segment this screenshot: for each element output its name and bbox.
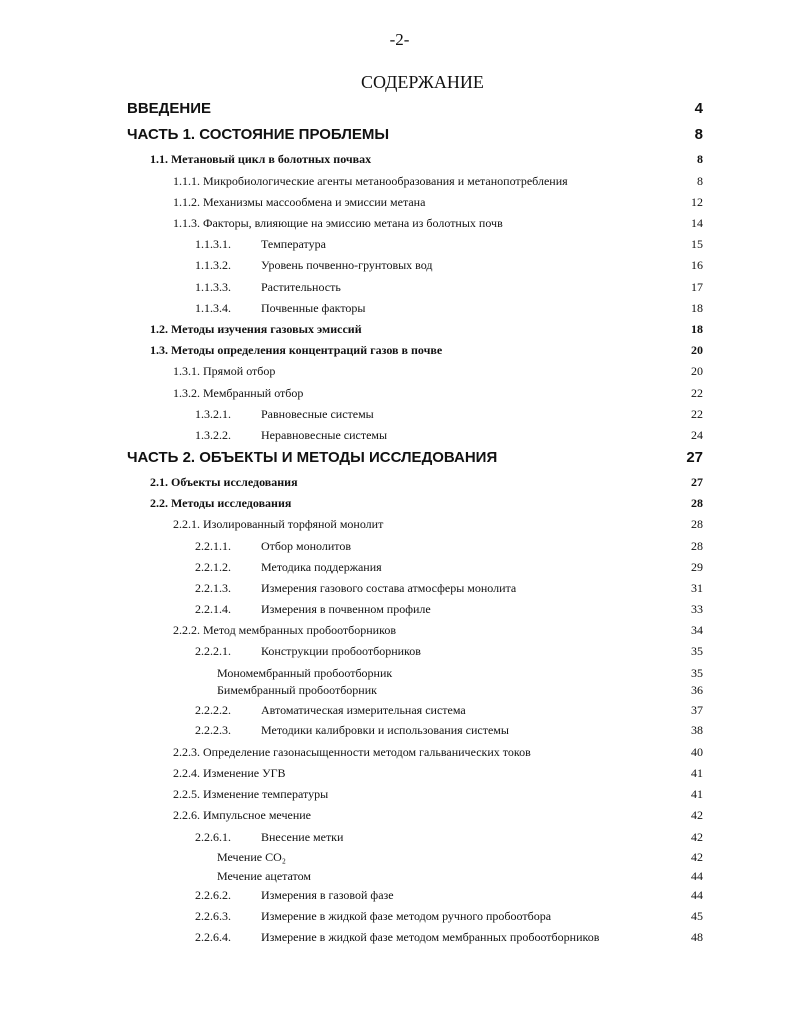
toc-entry xyxy=(0,449,799,469)
toc-entry-page: 18 xyxy=(691,301,703,315)
toc-entry-page: 8 xyxy=(697,152,703,166)
toc-entry-page: 22 xyxy=(691,386,703,400)
toc-entry-title: 2.2.3. Определение газонасыщенности методом гальванических токов xyxy=(173,745,531,759)
toc-entry-title: 2.2.6. Импульсное мечение xyxy=(173,808,311,822)
toc-entry xyxy=(0,428,799,448)
toc-entry-page: 16 xyxy=(691,258,703,272)
toc-entry xyxy=(0,539,799,559)
toc-entry xyxy=(0,930,799,950)
toc-entry-number: 2.2.1.2. xyxy=(195,560,231,574)
toc-entry-title: Уровень почвенно-грунтовых вод xyxy=(261,258,433,272)
toc-entry-page: 15 xyxy=(691,237,703,251)
toc-entry-title: 2.2.5. Изменение температуры xyxy=(173,787,329,801)
toc-entry xyxy=(0,745,799,765)
toc-entry xyxy=(0,258,799,278)
toc-entry-title: 2.2.1. Изолированный торфяной монолит xyxy=(173,517,384,531)
toc-entry-number: 2.2.2.1. xyxy=(195,644,231,658)
toc-entry-page: 20 xyxy=(691,364,703,378)
toc-entry xyxy=(0,100,799,120)
toc-entry-title: 1.2. Методы изучения газовых эмиссий xyxy=(150,322,362,336)
toc-entry-page: 33 xyxy=(691,602,703,616)
toc-entry-title: ЧАСТЬ 2. ОБЪЕКТЫ И МЕТОДЫ ИССЛЕДОВАНИЯ xyxy=(127,449,498,466)
toc-entry-title: 2.2. Методы исследования xyxy=(150,496,292,510)
toc-entry-number: 2.2.1.4. xyxy=(195,602,231,616)
toc-entry-page: 44 xyxy=(691,888,703,902)
toc-entry-title: 1.3.2. Мембранный отбор xyxy=(173,386,304,400)
toc-entry-number: 1.1.3.3. xyxy=(195,280,231,294)
toc-entry-page: 42 xyxy=(691,850,703,864)
toc-entry xyxy=(0,301,799,321)
toc-entry xyxy=(0,581,799,601)
toc-entry-page: 8 xyxy=(697,174,703,188)
toc-entry-title: ВВЕДЕНИЕ xyxy=(127,100,211,117)
toc-entry-number: 1.1.3.4. xyxy=(195,301,231,315)
toc-entry xyxy=(0,216,799,236)
toc-entry xyxy=(0,475,799,495)
toc-entry xyxy=(0,343,799,363)
toc-entry xyxy=(0,602,799,622)
toc-entry xyxy=(0,623,799,643)
toc-entry-title: 1.1. Метановый цикл в болотных почвах xyxy=(150,152,372,166)
toc-entry xyxy=(0,830,799,850)
toc-entry-number: 2.2.2.3. xyxy=(195,723,231,737)
toc-entry xyxy=(0,174,799,194)
toc-entry xyxy=(0,126,799,146)
toc-entry-page: 41 xyxy=(691,787,703,801)
toc-entry-page: 24 xyxy=(691,428,703,442)
toc-entry-page: 35 xyxy=(691,644,703,658)
toc-entry-page: 42 xyxy=(691,808,703,822)
toc-entry-title: Температура xyxy=(261,237,326,251)
toc-entry xyxy=(0,407,799,427)
toc-entry-page: 4 xyxy=(694,100,703,117)
toc-entry-number: 2.2.6.3. xyxy=(195,909,231,923)
toc-entry-title: 1.3. Методы определения концентраций газов в почве xyxy=(150,343,443,357)
toc-entry-page: 28 xyxy=(691,517,703,531)
toc-entry-title: Измерения в почвенном профиле xyxy=(261,602,431,616)
toc-entry-page: 31 xyxy=(691,581,703,595)
toc-entry-title: Равновесные системы xyxy=(261,407,374,421)
toc-entry-page: 36 xyxy=(691,683,703,697)
toc-title: СОДЕРЖАНИЕ xyxy=(361,72,484,92)
toc-entry-title: Мечение ацетатом xyxy=(217,869,312,883)
toc-entry xyxy=(0,888,799,908)
page-number xyxy=(0,30,799,50)
toc-entry-title: Конструкции пробоотборников xyxy=(261,644,421,658)
toc-entry-page: 28 xyxy=(691,496,703,510)
toc-entry-title: Измерение в жидкой фазе методом мембранных пробоотборников xyxy=(261,930,600,944)
toc-entry-number: 2.2.6.1. xyxy=(195,830,231,844)
page-number-text: -2- xyxy=(389,30,410,49)
toc-entry-page: 22 xyxy=(691,407,703,421)
toc-entry-page: 20 xyxy=(691,343,703,357)
toc-entry xyxy=(0,683,799,703)
toc-entry-page: 48 xyxy=(691,930,703,944)
toc-entry xyxy=(0,909,799,929)
toc-entry-title: Растительность xyxy=(261,280,341,294)
toc-entry-title: Мономембранный пробоотборник xyxy=(217,666,393,680)
toc-entry xyxy=(0,560,799,580)
toc-entry-page: 14 xyxy=(691,216,703,230)
toc-entry-number: 2.2.1.1. xyxy=(195,539,231,553)
toc-entry-page: 29 xyxy=(691,560,703,574)
toc-entry-page: 40 xyxy=(691,745,703,759)
toc-entry-page: 12 xyxy=(691,195,703,209)
toc-entry-page: 34 xyxy=(691,623,703,637)
toc-entry xyxy=(0,723,799,743)
toc-entry-title: Почвенные факторы xyxy=(261,301,366,315)
toc-entry xyxy=(0,152,799,172)
toc-entry xyxy=(0,808,799,828)
toc-entry-number: 2.2.2.2. xyxy=(195,703,231,717)
toc-entry-title: ЧАСТЬ 1. СОСТОЯНИЕ ПРОБЛЕМЫ xyxy=(127,126,390,143)
toc-entry-number: 2.2.1.3. xyxy=(195,581,231,595)
toc-entry-title: Методика поддержания xyxy=(261,560,382,574)
toc-entry-page: 45 xyxy=(691,909,703,923)
toc-entry-title: Методики калибровки и использования системы xyxy=(261,723,509,737)
toc-entry-number: 2.2.6.4. xyxy=(195,930,231,944)
toc-entry-title: 2.2.2. Метод мембранных пробоотборников xyxy=(173,623,396,637)
toc-entry xyxy=(0,517,799,537)
toc-entry-title: 2.1. Объекты исследования xyxy=(150,475,298,489)
toc-entry xyxy=(0,237,799,257)
toc-entry-page: 42 xyxy=(691,830,703,844)
toc-entry xyxy=(0,703,799,723)
toc-entry xyxy=(0,386,799,406)
toc-entry-number: 1.3.2.1. xyxy=(195,407,231,421)
toc-entry xyxy=(0,322,799,342)
toc-entry-title: Внесение метки xyxy=(261,830,344,844)
toc-entry-title: 2.2.4. Изменение УГВ xyxy=(173,766,286,780)
toc-entry xyxy=(0,496,799,516)
toc-entry-page: 38 xyxy=(691,723,703,737)
toc-entry-title: Отбор монолитов xyxy=(261,539,352,553)
toc-entry-page: 37 xyxy=(691,703,703,717)
toc-entry-page: 27 xyxy=(691,475,703,489)
toc-entry xyxy=(0,364,799,384)
toc-entry-number: 2.2.6.2. xyxy=(195,888,231,902)
toc-entry-page: 28 xyxy=(691,539,703,553)
toc-entry xyxy=(0,869,799,889)
toc-entry-title: Измерения газового состава атмосферы монолита xyxy=(261,581,517,595)
toc-entry xyxy=(0,644,799,664)
toc-entry-title: 1.1.2. Механизмы массообмена и эмиссии метана xyxy=(173,195,426,209)
toc-entry-title: 1.3.1. Прямой отбор xyxy=(173,364,276,378)
toc-entry-number: 1.1.3.1. xyxy=(195,237,231,251)
toc-entry-number: 1.1.3.2. xyxy=(195,258,231,272)
toc-entry-page: 17 xyxy=(691,280,703,294)
toc-entry-page: 41 xyxy=(691,766,703,780)
toc-entry-title: Измерения в газовой фазе xyxy=(261,888,394,902)
toc-entry-title: Неравновесные системы xyxy=(261,428,388,442)
toc-entry-number: 1.3.2.2. xyxy=(195,428,231,442)
toc-entry-page: 44 xyxy=(691,869,703,883)
toc-entry-title: 1.1.1. Микробиологические агенты метанообразования и метанопотребления xyxy=(173,174,568,188)
toc-entry-title: 1.1.3. Факторы, влияющие на эмиссию метана из болотных почв xyxy=(173,216,503,230)
toc-entry-page: 27 xyxy=(686,449,703,466)
toc-entry xyxy=(0,280,799,300)
toc-entry-page: 35 xyxy=(691,666,703,680)
toc-entry xyxy=(0,850,799,870)
toc-entry-page: 8 xyxy=(694,126,703,143)
toc-entry-page: 18 xyxy=(691,322,703,336)
toc-entry-title: Бимембранный пробоотборник xyxy=(217,683,377,697)
toc-entry-title: Измерение в жидкой фазе методом ручного пробоотбора xyxy=(261,909,552,923)
toc-entry-title: Автоматическая измерительная система xyxy=(261,703,466,717)
toc-entry xyxy=(0,787,799,807)
toc-entry xyxy=(0,766,799,786)
toc-entry-title: Мечение CO₂ xyxy=(217,850,286,864)
toc-entry xyxy=(0,195,799,215)
